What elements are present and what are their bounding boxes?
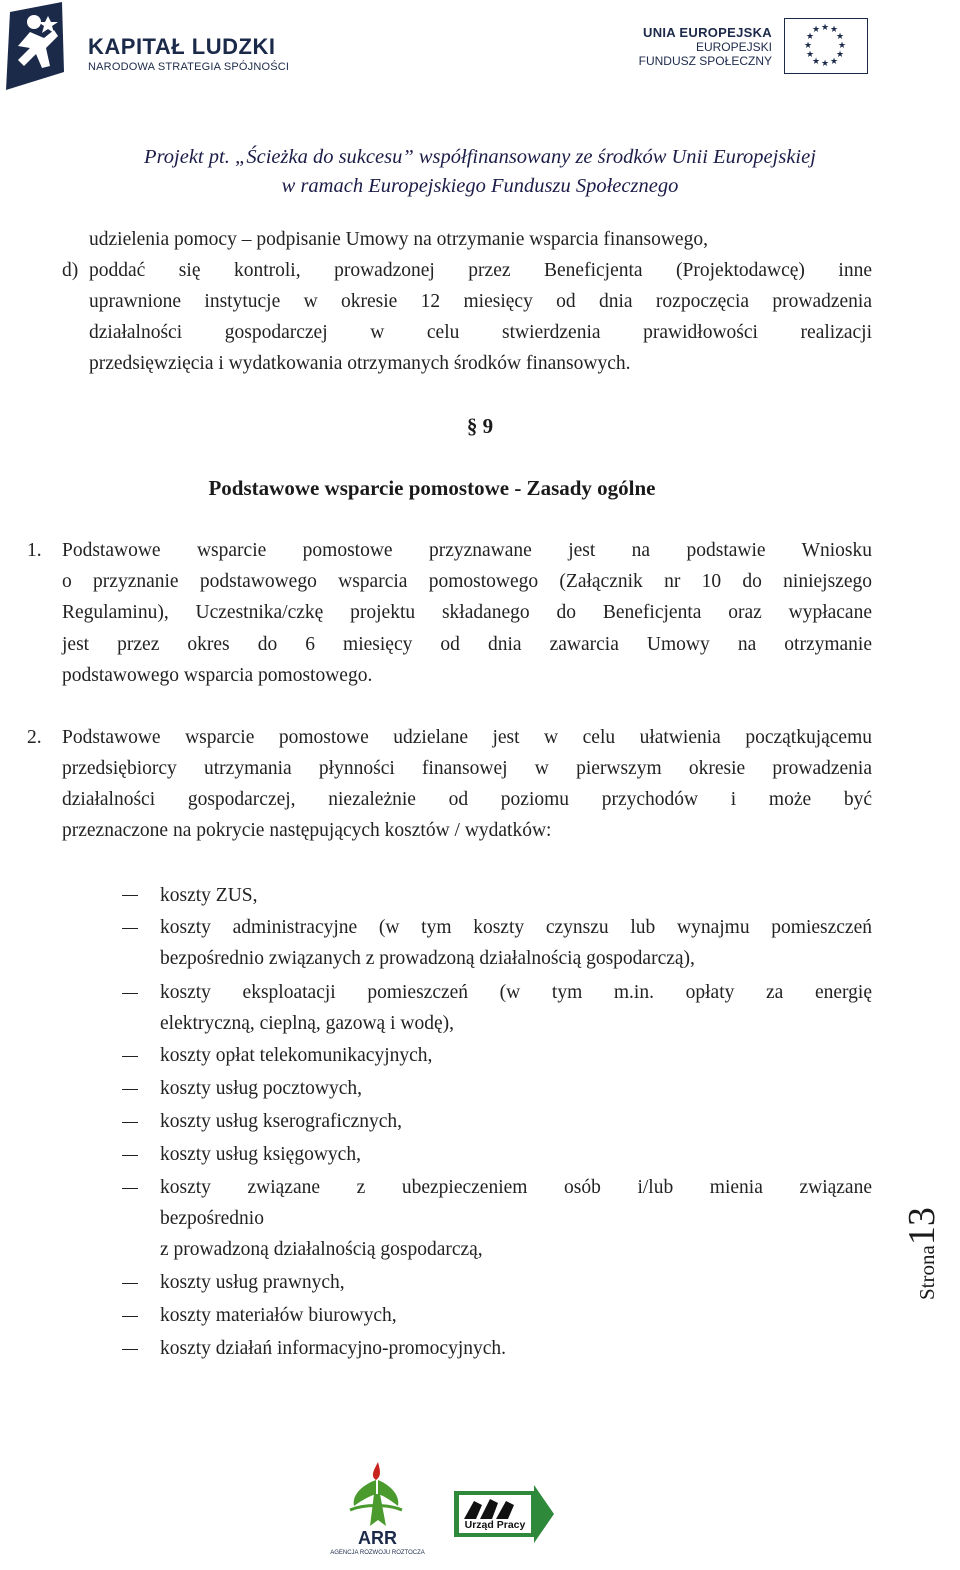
cost-item: koszty usług księgowych, — [160, 1144, 361, 1165]
dash-icon — [122, 1316, 138, 1317]
arr-logo — [330, 1460, 425, 1565]
eu-line-3: FUNDUSZ SPOŁECZNY — [638, 54, 772, 68]
page-number-label — [900, 1207, 944, 1300]
dash-icon — [122, 1155, 138, 1156]
intro-continuation: udzielenia pomocy – podpisanie Umowy na otrzymanie wsparcia finansowego, — [89, 229, 708, 250]
cost-item: koszty eksploatacji pomieszczeń (w tym m.in. opłaty za energię — [160, 982, 872, 1003]
arr-sublabel: AGENCJA ROZWOJU ROZTOCZA — [330, 1550, 425, 1556]
kapital-ludzki-subtitle: NARODOWA STRATEGIA SPÓJNOŚCI — [88, 61, 290, 73]
point-2-line: przeznaczone na pokrycie następujących kosztów / wydatków: — [62, 820, 552, 841]
section-number: § 9 — [466, 414, 494, 438]
kapital-ludzki-title: KAPITAŁ LUDZKI — [88, 34, 276, 59]
cost-item-continuation: z prowadzoną działalnością gospodarczą, — [160, 1239, 483, 1260]
svg-text:★: ★ — [803, 41, 813, 51]
svg-text:★: ★ — [835, 32, 845, 42]
dash-icon — [122, 1089, 138, 1090]
item-d-line: przedsięwzięcia i wydatkowania otrzymanych środków finansowych. — [89, 353, 631, 374]
cost-item: koszty materiałów biurowych, — [160, 1305, 397, 1326]
svg-text:★: ★ — [805, 32, 815, 42]
project-title-line-2: w ramach Europejskiego Funduszu Społecznego — [281, 175, 679, 197]
item-d-line: poddać się kontroli, prowadzonej przez Beneficjenta (Projektodawcę) inne — [89, 260, 872, 281]
kapital-ludzki-logo — [4, 2, 304, 94]
cost-item: koszty administracyjne (w tym koszty czynszu lub wynajmu pomieszczeń — [160, 917, 872, 938]
page-number: 13 — [901, 1207, 943, 1246]
eu-flag-icon — [784, 18, 868, 74]
dash-icon — [122, 1349, 138, 1350]
svg-text:★: ★ — [829, 25, 839, 35]
svg-text:★: ★ — [835, 50, 845, 60]
cost-item-continuation: bezpośrednio związanych z prowadzoną działalnością gospodarczą), — [160, 948, 695, 969]
svg-text:★: ★ — [805, 50, 815, 60]
dash-icon — [122, 1056, 138, 1057]
dash-icon — [122, 895, 138, 896]
cost-item: koszty związane z ubezpieczeniem osób i/lub mienia związane — [160, 1177, 872, 1198]
page-word: Strona — [915, 1245, 939, 1300]
svg-text:★: ★ — [837, 41, 847, 51]
dash-icon — [122, 1283, 138, 1284]
project-title-line-1: Projekt pt. „Ścieżka do sukcesu” współfinansowany ze środków Unii Europejskiej — [144, 146, 816, 168]
svg-text:★: ★ — [811, 25, 821, 35]
cost-item: koszty usług kserograficznych, — [160, 1111, 403, 1132]
kapital-ludzki-figure-icon — [4, 2, 76, 94]
item-d-line: działalności gospodarczej w celu stwierdzenia prawidłowości realizacji — [89, 322, 872, 343]
cost-item: koszty działań informacyjno-promocyjnych. — [160, 1338, 507, 1359]
cost-item: koszty usług pocztowych, — [160, 1078, 363, 1099]
eu-line-2: EUROPEJSKI — [695, 40, 772, 54]
item-d-marker: d) — [62, 260, 79, 281]
dash-icon — [122, 1188, 138, 1189]
point-1-line: jest przez okres do 6 miesięcy od dnia zawarcia Umowy na otrzymanie — [62, 634, 872, 655]
cost-item-continuation: bezpośrednio — [160, 1208, 264, 1229]
point-2-line: przedsiębiorcy utrzymania płynności finansowej w pierwszym okresie prowadzenia — [62, 758, 872, 779]
point-1-line: o przyznanie podstawowego wsparcia pomostowego (Załącznik nr 10 do niniejszego — [62, 571, 872, 592]
cost-item-continuation: elektryczną, cieplną, gazową i wodę), — [160, 1013, 454, 1034]
section-title: Podstawowe wsparcie pomostowe - Zasady ogólne — [208, 476, 656, 500]
svg-text:★: ★ — [811, 57, 821, 67]
urzad-pracy-icon — [452, 1485, 556, 1543]
point-2-line: Podstawowe wsparcie pomostowe udzielane jest w celu ułatwienia początkującemu — [62, 727, 872, 748]
cost-item: koszty usług prawnych, — [160, 1272, 345, 1293]
point-1-line: Podstawowe wsparcie pomostowe przyznawane jest na podstawie Wniosku — [62, 540, 872, 561]
dash-icon — [122, 928, 138, 929]
arr-figure-icon — [330, 1460, 425, 1530]
dash-icon — [122, 993, 138, 994]
dash-icon — [122, 1122, 138, 1123]
point-1-line: Regulaminu), Uczestnika/czkę projektu składanego do Beneficjenta oraz wypłacane — [62, 602, 872, 623]
point-1-line: podstawowego wsparcia pomostowego. — [62, 665, 373, 686]
eu-efs-logo — [620, 18, 870, 78]
item-d-line: uprawnione instytucje w okresie 12 miesięcy od dnia rozpoczęcia prowadzenia — [89, 291, 872, 312]
urzad-pracy-logo — [452, 1485, 556, 1543]
arr-label: ARR — [358, 1528, 397, 1548]
point-1-marker: 1. — [27, 540, 42, 561]
urzad-pracy-label: Urząd Pracy — [464, 1519, 526, 1531]
svg-text:★: ★ — [820, 23, 830, 33]
cost-item: koszty opłat telekomunikacyjnych, — [160, 1045, 433, 1066]
eu-line-1: UNIA EUROPEJSKA — [643, 25, 772, 40]
eu-text-block — [639, 25, 772, 68]
point-2-line: działalności gospodarczej, niezależnie od poziomu przychodów i może być — [62, 789, 872, 810]
svg-text:★: ★ — [829, 57, 839, 67]
cost-item: koszty ZUS, — [160, 885, 258, 906]
svg-text:★: ★ — [820, 59, 830, 69]
point-2-marker: 2. — [27, 727, 42, 748]
